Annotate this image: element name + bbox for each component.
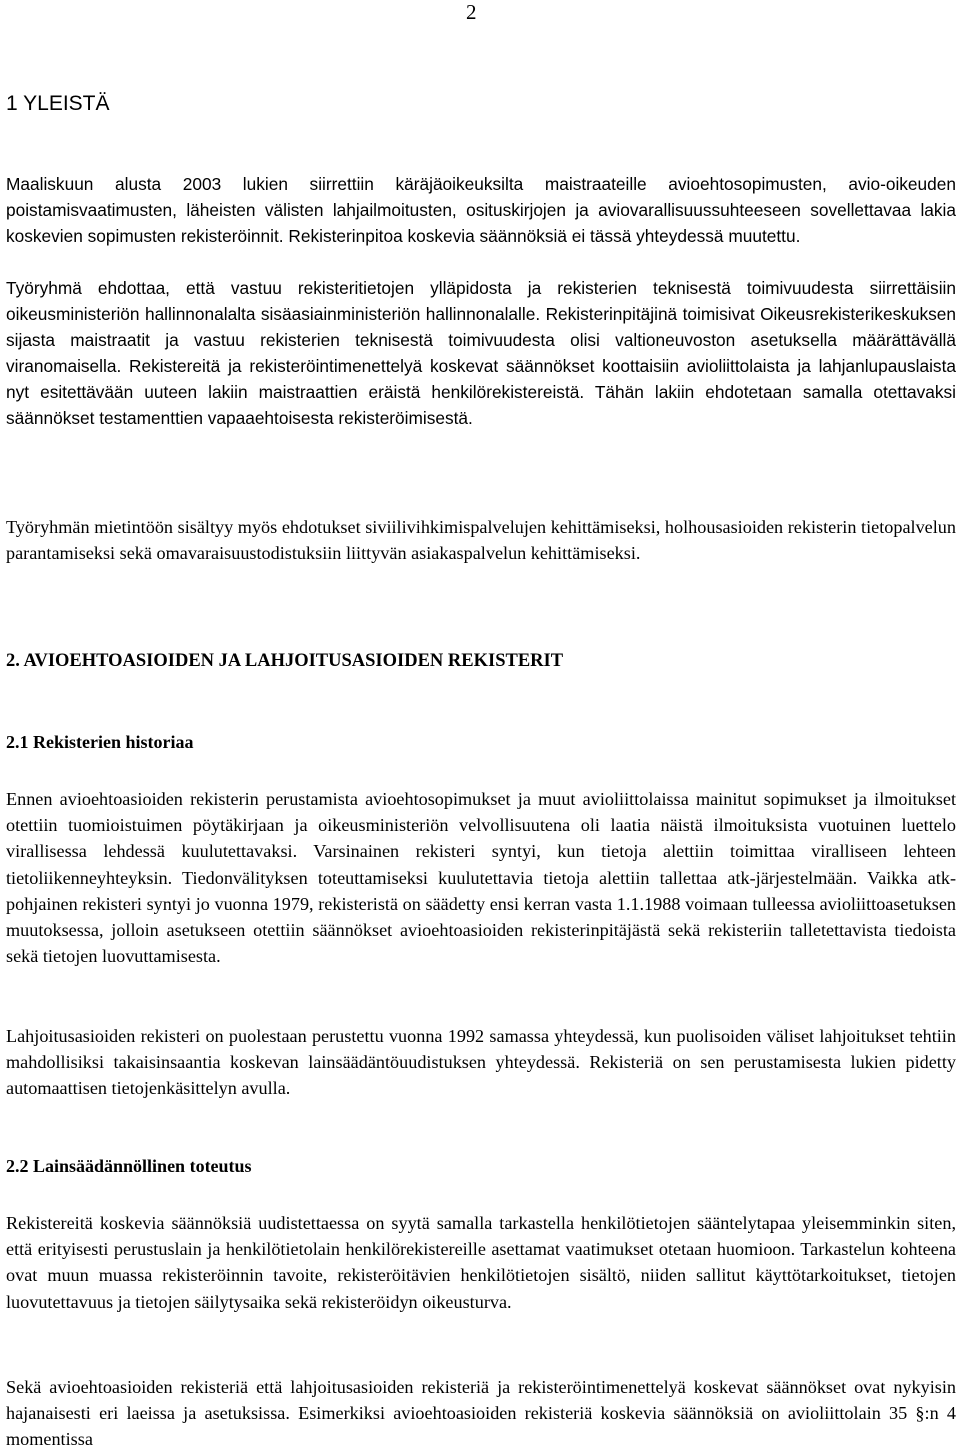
paragraph: Lahjoitusasioiden rekisteri on puolestaan perustettu vuonna 1992 samassa yhteydessä, kun puolisoiden väliset lahjoitukset tehtiin mahdollisiksi takaisinsaantia koskevan lainsäädäntöuudistuksen yhteydessä. Rekisteriä on sen perustamisesta lukien pidetty automaattisen tietojenkäsittelyn avulla. — [6, 1026, 956, 1099]
paragraph: Maaliskuun alusta 2003 lukien siirrettiin käräjäoikeuksilta maistraateille avioehtosopimusten, avio-oikeuden poistamisvaatimusten, läheisten välisten lahjailmoitusten, osituskirjojen ja aviovarallisuussuhteeseen sovellettavaa lakia koskevien sopimusten rekisteröinnit. Rekisterinpitoa koskevia säännöksiä ei tässä yhteydessä muutettu. — [6, 174, 956, 246]
section-1-heading: 1 YLEISTÄ — [6, 92, 110, 115]
paragraph: Työryhmä ehdottaa, että vastuu rekisteritietojen ylläpidosta ja rekisterien teknisestä toimivuudesta siirrettäisiin oikeusministeriön hallinnonalalta sisäasiainministeriön hallinnonalalle. Rekisterinpitäjinä toimisivat Oikeusrekisterikeskuksen sijasta maistraatit ja vastuu rekisterien teknisestä toimivuudesta olisi valtioneuvoston asetuksella määrättävällä viranomaisella. Rekistereitä ja rekisteröintimenettelyä koskevat säännökset koottaisiin avioliittolaista ja lahjanlupauslaista nyt esitettävään uuteen lakiin maistraattien eräistä henkilörekistereistä. Tähän lakiin ehdotetaan samalla otettavaksi säännökset testamenttien vapaaehtoisesta rekisteröimisestä. — [6, 278, 956, 428]
paragraph: Ennen avioehtoasioiden rekisterin perustamista avioehtosopimukset ja muut avioliittolaissa mainitut sopimukset ja ilmoitukset otettiin tuomioistuimen pöytäkirjaan ja oikeusministeriön velvollisuutena oli laatia näistä ilmoituksista vuotuinen luettelo virallisessa lehdessä kuulutettavaksi. Varsinainen rekisteri syntyi, kun tietoja alettiin toimittaa viralliseen lehteen tietoliikenneyhteyksin. Tiedonvälityksen toteuttamiseksi kuulutettavia tietoja alettiin tallettaa atk-järjestelmään. Vaikka atk-pohjainen rekisteri syntyi jo vuonna 1979, rekisteristä on säädetty ensi kerran vasta 1.1.1988 voimaan tulleessa avioliittoasetuksen muutoksessa, jolloin asetukseen otettiin säännökset avioehtoasioiden rekisterinpitäjästä sekä rekisteriin talletettavista tiedoista sekä tietojen luovuttamisesta. — [6, 789, 956, 967]
section-2-heading: 2. AVIOEHTOASIOIDEN JA LAHJOITUSASIOIDEN REKISTERIT — [6, 651, 564, 671]
paragraph: Työryhmän mietintöön sisältyy myös ehdotukset siviilivihkimispalvelujen kehittämiseksi, holhousasioiden rekisterin tietopalvelun parantamiseksi sekä omavaraisuustodistuksiin liittyvän asiakaspalvelun kehittämiseksi. — [6, 517, 956, 564]
paragraph: Rekistereitä koskevia säännöksiä uudistettaessa on syytä samalla tarkastella henkilötietojen sääntelytapaa yleisemminkin siten, että erityisesti perustuslain ja henkilötietolain henkilörekistereille asettamat vaatimukset otetaan huomioon. Tarkastelun kohteena ovat muun muassa rekisteröinnin tavoite, rekisteröitävien henkilötietojen sisältö, niiden sallitut käyttötarkoitukset, tietojen luovutettavuus ja tietojen säilytysaika sekä rekisteröidyn oikeusturva. — [6, 1213, 956, 1312]
page-number: 2 — [466, 0, 477, 24]
subsection-2-2-heading: 2.2 Lainsäädännöllinen toteutus — [6, 1156, 252, 1176]
paragraph: Sekä avioehtoasioiden rekisteriä että lahjoitusasioiden rekisteriä ja rekisteröintimenettelyä koskevat säännökset ovat nykyisin hajanaisesti eri laeissa ja asetuksissa. Esimerkiksi avioehtoasioiden rekisteriä koskevia säännöksiä on avioliittolain 35 §:n 4 momentissa — [6, 1377, 956, 1450]
subsection-2-1-heading: 2.1 Rekisterien historiaa — [6, 732, 194, 752]
